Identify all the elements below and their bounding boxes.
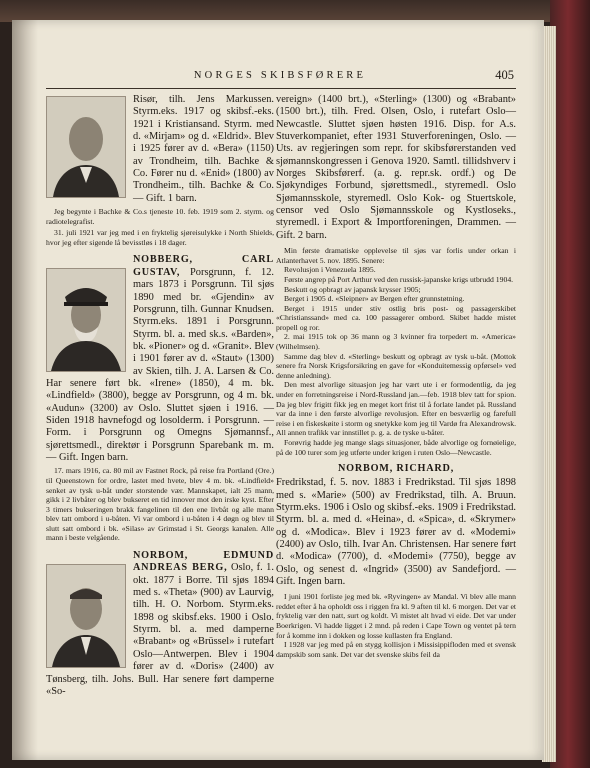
page-edges xyxy=(542,26,556,762)
page-number: 405 xyxy=(495,68,514,82)
entry-norbom-edmund xyxy=(46,550,274,698)
entry-4-text: Fredrikstad, f. 5. nov. 1883 i Fredrikstad. Til sjøs 1898 med s. «Marie» (500) av Fredrikstad, tilh. A. Bruun. Styrm.eks. 1906 i Oslo og skibsf.-eks. 1909 i Fredrikstad. Styrm. bl. a. med d. «Heina», d. «Spica», d. «Skrymer» og d. «Modica». Blev i 1923 fører av d. «Modemi» (2400) av Oslo, tilh. Ivar An. Christensen. Har senere ført d. «Modica» (7700), d. «Modemi» (7750), begge av Oslo, og senest d. «Ingrid» (3500) av Sandefjord. — Gift. Ingen barn. xyxy=(276,477,516,587)
entry-2-text: Porsgrunn, f. 12. mars 1873 i Porsgrunn. Til sjøs 1890 med br. «Gjendin» av Porsgrunn, tilh. Gunnar Knudsen. Styrm.eks. 1891 i Porsgrunn. Styrm. bl. a. med sk.s. «Barden», bk. «Pioner» og d. «Granit». Blev i 1901 fører av d. «Staut» (1300) av Skien, tilh. J. A. Larsen & Co. Har senere ført bk. «Irene» (1850), 4 m. bk. «Lindfield» (3800), begge av Porsgrunn, og 4 m. bk. «Audun» (3200) av Oslo. Sluttet sjøen i 1916. — Siden 1918 havnefogd og losolderm. i Porsgrunn. — Form. i Porsgrunn og Omegns Sjømannsf., sjørettsmedl., direktør i Porsgrunn Sparebank m. m. — Gift. Ingen barn. xyxy=(46,266,274,463)
entry-3-note-9: Den mest alvorlige situasjon jeg har vært ute i er formodentlig, da jeg under en forretningsreise i Nord-Russland jan.—feb. 1918 blev tatt for spion. Da jeg blev frigitt fikk jeg en meget kort frist til å forlate landet på. Russland var da inne i den første alvorlige revolusjon. Efter en besværlig og farefull reise i en fiskeskøite i storm og snetykke kom jeg til Vardø fra Alexandrowsk. All annen trafikk var innstillet p. g. a. de tyske u-båter. xyxy=(276,380,516,438)
entry-3-note-5: Berget i 1905 d. «Sleipner» av Bergen efter grunnstøtning. xyxy=(284,294,465,304)
left-column xyxy=(46,94,274,698)
running-head-title: NORGES SKIBSFØRERE xyxy=(193,70,367,81)
entry-3-notes xyxy=(276,246,516,457)
entry-3-note-2: Revolusjon i Venezuela 1895. xyxy=(284,265,376,275)
entry-2-name: NOBBERG, CARL GUSTAV, xyxy=(133,254,274,278)
entry-4-note-2: I 1928 var jeg med på en stygg kollisjon i Missisippiflođen med et svensk dampskib som sank. Det var det svenske skibs feil da xyxy=(276,640,516,659)
entry-4-name: NORBOM, RICHARD, xyxy=(337,463,455,475)
entry-3-note-7: 2. mai 1915 tok op 36 mann og 3 kvinner fra torpedert m. «America» (Wilhelmsen). xyxy=(276,332,516,352)
entry-1-note-2: 31. juli 1921 var jeg med i en fryktelig sjøreisulykke i North Shields, hvor jeg efter sigende lå bevisstløs i 18 dager. xyxy=(46,228,274,247)
running-head xyxy=(46,68,514,88)
entry-3-note-10: Forøvrig hadde jeg mange slags situasjoner, både alvorlige og fornøielige, på de 100 turer som jeg utførte under krigen i ruten Oslo—Newcastle. xyxy=(276,438,516,457)
portrait-photo-2 xyxy=(46,268,126,372)
entry-4-note-1: I juni 1901 forliste jeg med bk. «Ryvingen» av Mandal. Vi blev alle mann reddet efter å ha opholdt oss i riggen fra kl. 9 aften til kl. 6 morgen. Det var et fryktelig vær den natt, surt og koldt. Vi mistet alt hvad vi eide. Det var under Boerkrigen. Vi hadde ligget i 2 mnd. på reden i Cape Town og ventet på tern for å komme inn i dokken og losse kullasten fra England. xyxy=(276,592,516,640)
entry-3-note-4: Beskutt og opbragt av japansk krysser 1905; xyxy=(284,284,421,294)
book-cover-top xyxy=(0,0,590,22)
portrait-2-image xyxy=(47,269,125,371)
portrait-photo-1 xyxy=(46,96,126,198)
entry-1-note-1: Jeg begynte i Bachke & Co.s tjeneste 10. feb. 1919 som 2. styrm. og radiotelegrafist. xyxy=(46,207,274,226)
entry-3-continuation: vereign» (1400 brt.), «Sterling» (1300) og «Brabant» (1500 brt.), tilh. Fred. Olsen, Oslo, i rutefart Oslo—Newcastle. Sluttet sjøen høsten 1916. Disp. for A.s. Stuverkompaniet, efter 1931 Stuverforeningen, Oslo. — Uts. av regjeringen som repr. for skibsførerstanden ved sjømannskongressen i Genova 1920. Samtl. tillidshverv i Norges Skibsførerf. (a. g. repr.sk. ordf.) og De Sjøkyndiges Forbund, sjørettsmedl., styremedl. Oslo Sjømannsskole, styremedl. Oslo Kok- og Stuertskole, censor ved Oslo Sjømannsskole og Kystloseks., styremedl. i Export & Importforeningen, Drammen. — Gift. 2 barn. xyxy=(276,94,516,241)
portrait-photo-3 xyxy=(46,564,126,668)
book-cover-binding xyxy=(550,0,590,768)
entry-3-note-8: Samme dag blev d. «Sterling» beskutt og opbragt av tysk u-båt. (Mottok senere fra Norsk Krigsforsikring en gave for «Konduitemessig opførsel» ved denne anledning). xyxy=(276,351,516,380)
entry-2-note: 17. mars 1916, ca. 80 mil av Fastnet Rock, på reise fra Portland (Ore.) til Queenstown for ordre, lastet med hvete, blev 4 m. bk. «Lindfield» senket av tysk u-båt under storstende vær. Mannskapet, ialt 25 mann, gikk i 2 livbåter og blev bukseret en tid innover mot den irske kyst. Efter 3 timers bukseringen brakk fangelinen til den ene livbåt og alle mann blev tatt ombord i u-båten. Vi var ombord i u-båten i 4 døgn og blev til slutt satt ombord i bk. «Silas» av Grimstad i St. Georgs kanalen. Alle mann i beste velgående. xyxy=(46,466,274,543)
entry-3-note-3: Første angrep på Port Arthur ved den russisk-japanske krigs utbrudd 1904. xyxy=(284,274,514,284)
entry-risor-captain xyxy=(46,94,274,247)
header-rule xyxy=(46,88,516,89)
right-column xyxy=(276,94,516,659)
portrait-3-image xyxy=(47,565,125,667)
entry-3-note-1: Min første dramatiske opplevelse til sjøs var forlis under orkan i Atlanterhavet 5. nov. 1895. Senere: xyxy=(276,246,516,265)
entry-1-text: Risør, tilh. Jens Markussen. Styrm.eks. 1917 og skibsf.-eks. 1921 i Kristiansand. Styrm. med d. «Mirjam» og d. «Eldrid». Blev i 1925 fører av d. «Bera» (1150) av Trondheim, tilh. Bachke & Co. Fører nu d. «Enid» (1800) av Trondheim., tilh. Bachke & Co. — Gift. 1 barn. xyxy=(133,94,274,204)
entry-nobberg xyxy=(46,254,274,543)
entry-3-text: Oslo, f. 1. okt. 1877 i Borre. Til sjøs 1894 med s. «Theta» (900) av Laurvig, tilh. H. O. Norbom. Styrm.eks. 1898 og skibsf.eks. 1900 i Oslo. Styrm. bl. a. med damperne «Brabant» og «Brüssel» i rutefart Oslo—Antwerpen. Blev i 1904 fører av d. «Doris» (2400) av Tønsberg, tilh. Johs. Bull. Har senere ført damperne «So- xyxy=(46,562,274,697)
portrait-1-image xyxy=(47,97,125,197)
entry-3-note-6: Berget i 1915 under stiv ostlig bris post- og passagerskibet «Christianssand» med ca. 100 passagerer ombord. Skibet hadde mistet propell og ror. xyxy=(276,303,516,332)
entry-3-name: NORBOM, EDMUND ANDREAS BERG, xyxy=(133,550,274,574)
book-page xyxy=(12,20,544,760)
spine-shadow xyxy=(12,20,38,760)
